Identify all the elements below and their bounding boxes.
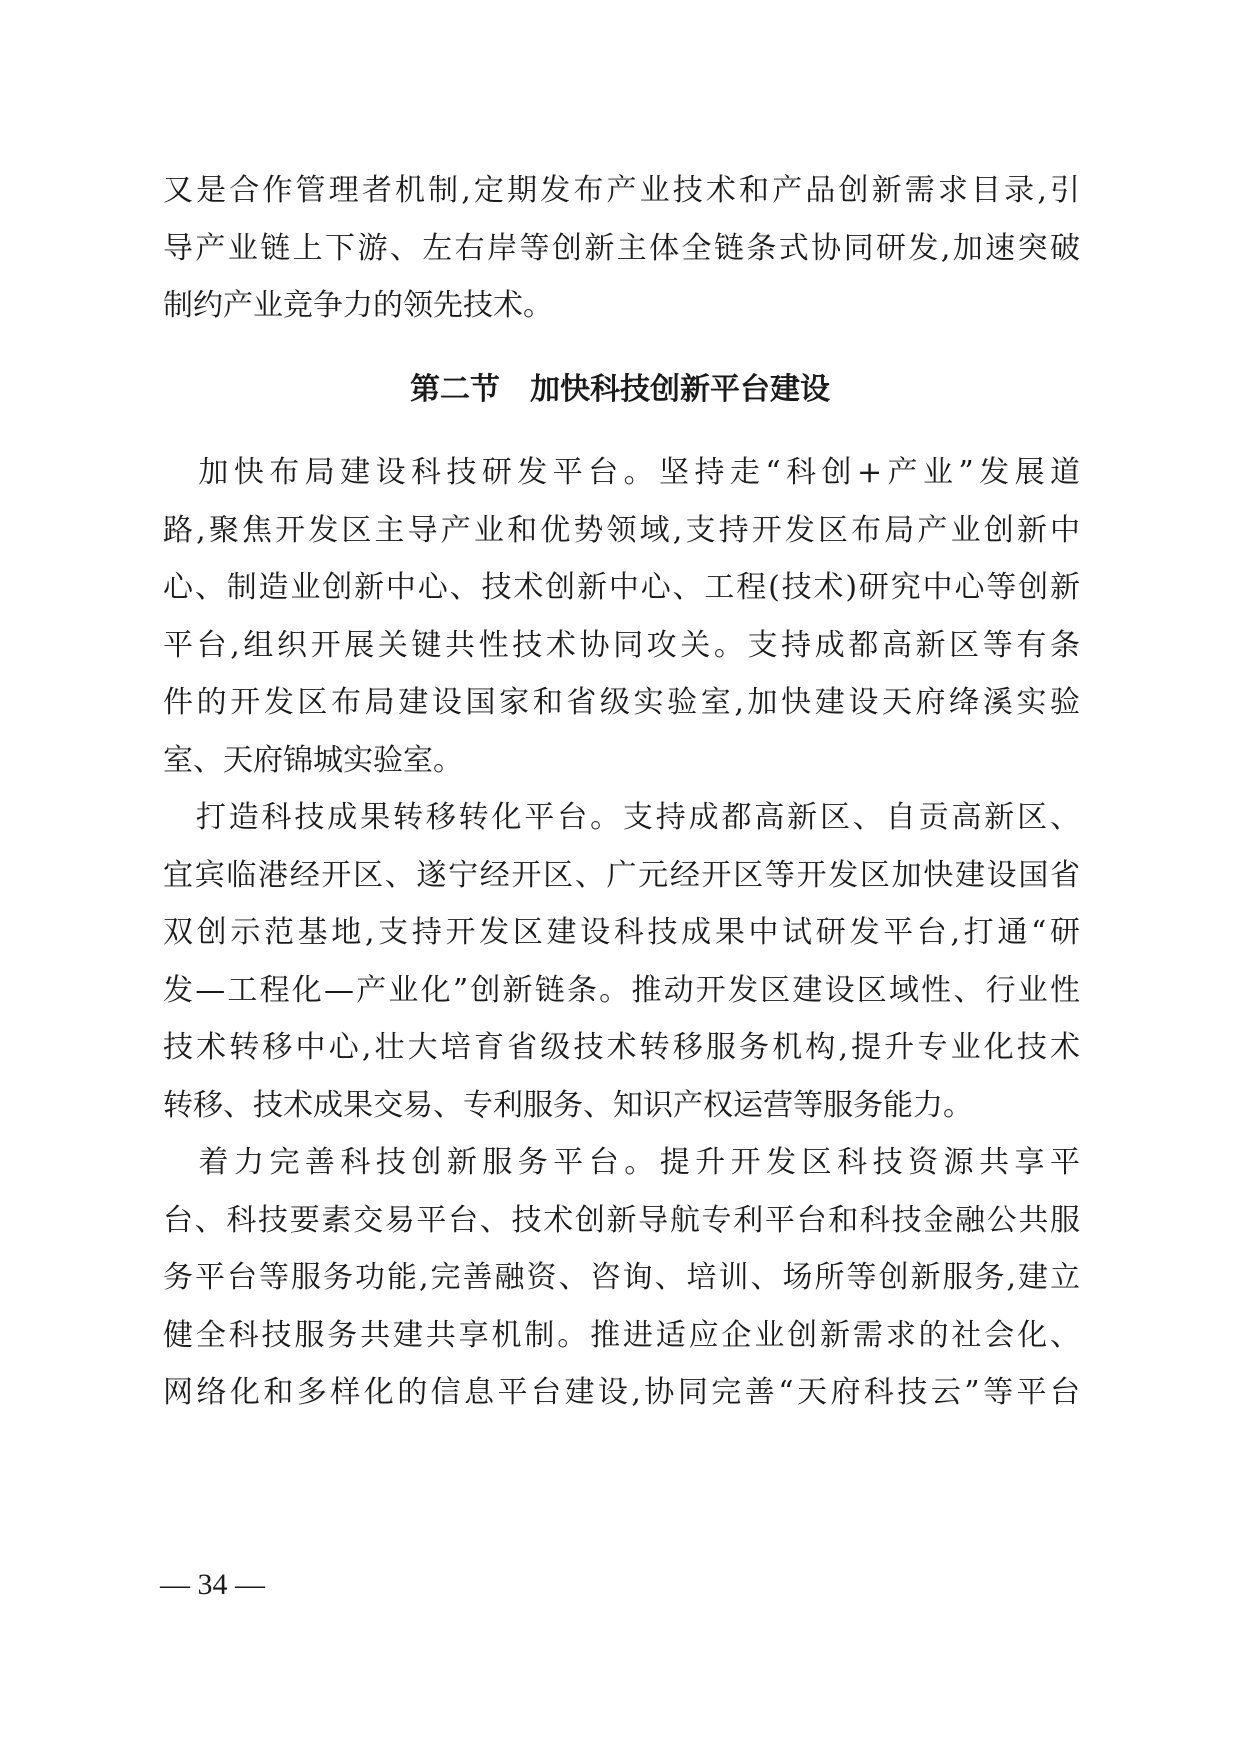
text-line: 技术转移中心,壮大培育省级技术转移服务机构,提升专业化技术 bbox=[163, 1030, 1080, 1065]
text-line: 导产业链上下游、左右岸等创新主体全链条式协同研发,加速突破 bbox=[163, 231, 1080, 266]
text-line: 路,聚焦开发区主导产业和优势领域,支持开发区布局产业创新中 bbox=[163, 513, 1080, 548]
text-line: 宜宾临港经开区、遂宁经开区、广元经开区等开发区加快建设国省 bbox=[163, 858, 1080, 893]
text-line: 健全科技服务共建共享机制。推进适应企业创新需求的社会化、 bbox=[163, 1318, 1080, 1353]
text-line: 又是合作管理者机制,定期发布产业技术和产品创新需求目录,引 bbox=[163, 173, 1080, 208]
text-line: 加快布局建设科技研发平台。坚持走“科创+产业”发展道 bbox=[163, 455, 1080, 490]
text-line: 着力完善科技创新服务平台。提升开发区科技资源共享平 bbox=[163, 1145, 1080, 1180]
text-line: 心、制造业创新中心、技术创新中心、工程(技术)研究中心等创新 bbox=[163, 570, 1080, 605]
text-line: 网络化和多样化的信息平台建设,协同完善“天府科技云”等平台 bbox=[163, 1375, 1080, 1410]
text-line: 发—工程化—产业化”创新链条。推动开发区建设区域性、行业性 bbox=[163, 973, 1080, 1008]
text-line: 室、天府锦城实验室。 bbox=[163, 743, 463, 778]
section-heading: 第二节 加快科技创新平台建设 bbox=[410, 372, 830, 407]
text-line: 务平台等服务功能,完善融资、咨询、培训、场所等创新服务,建立 bbox=[163, 1260, 1080, 1295]
text-line: 台、科技要素交易平台、技术创新导航专利平台和科技金融公共服 bbox=[163, 1203, 1080, 1238]
text-line: 转移、技术成果交易、专利服务、知识产权运营等服务能力。 bbox=[163, 1088, 973, 1123]
text-line: 件的开发区布局建设国家和省级实验室,加快建设天府绛溪实验 bbox=[163, 685, 1080, 720]
text-line: 双创示范基地,支持开发区建设科技成果中试研发平台,打通“研 bbox=[163, 915, 1080, 950]
text-line: 打造科技成果转移转化平台。支持成都高新区、自贡高新区、 bbox=[163, 800, 1080, 835]
text-line: 制约产业竞争力的领先技术。 bbox=[163, 288, 553, 323]
text-line: 平台,组织开展关键共性技术协同攻关。支持成都高新区等有条 bbox=[163, 628, 1080, 663]
page-number: — 34 — bbox=[160, 1568, 265, 1601]
